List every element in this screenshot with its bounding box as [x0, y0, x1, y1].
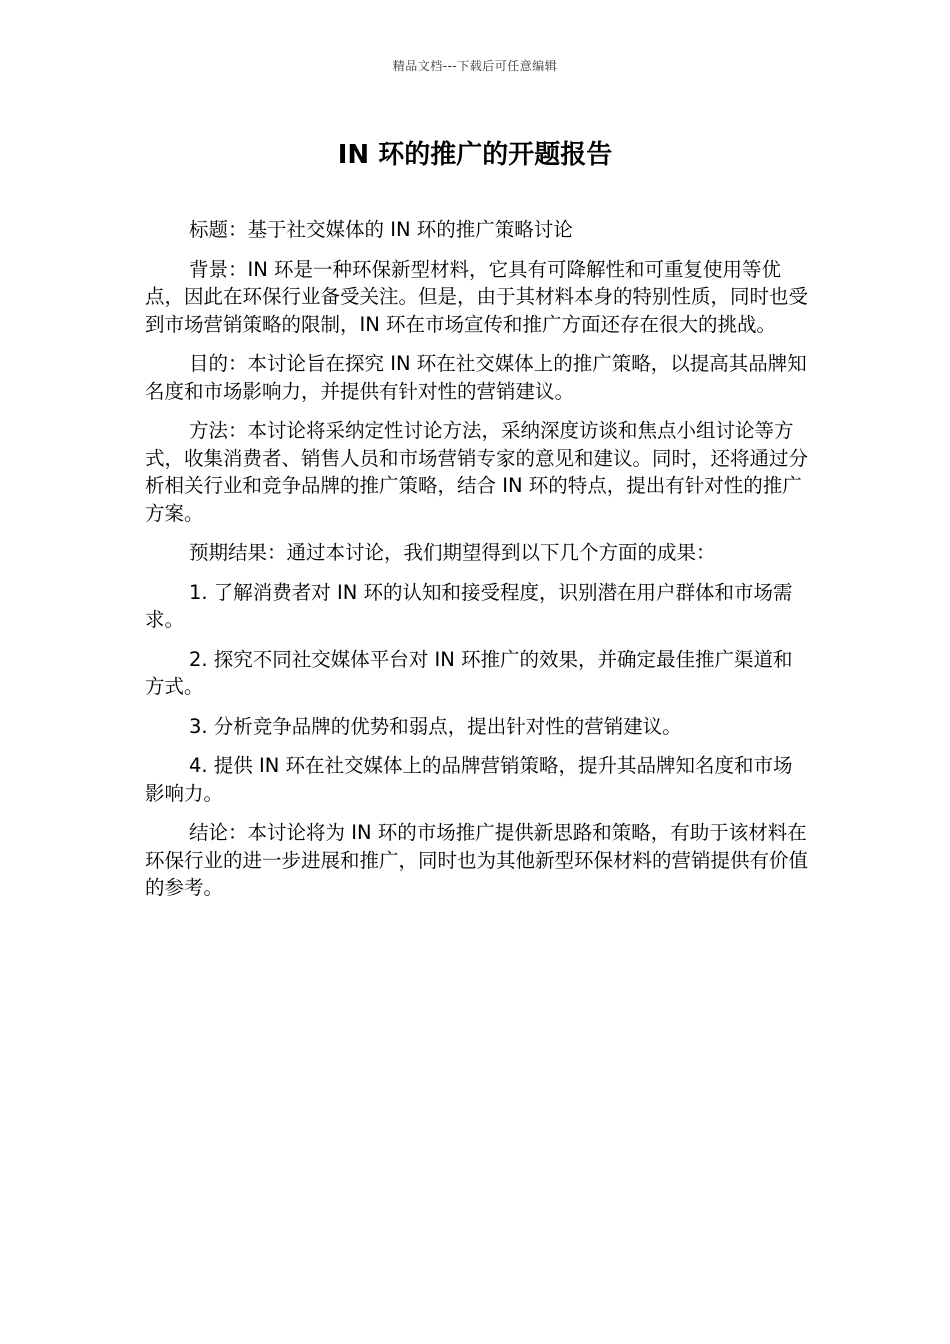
header-note: 精品文档---下载后可任意编辑 — [392, 59, 558, 73]
list-item-result-4: 4. 提供 IN 环在社交媒体上的品牌营销策略，提升其品牌知名度和市场影响力。 — [145, 754, 793, 805]
paragraph-purpose: 目的：本讨论旨在探究 IN 环在社交媒体上的推广策略，以提高其品牌知名度和市场影响力，并提供有针对性的营销建议。 — [145, 352, 807, 403]
paragraph-conclusion: 结论：本讨论将为 IN 环的市场推广提供新思路和策略，有助于该材料在环保行业的进一步进展和推广，同时也为其他新型环保材料的营销提供有价值的参考。 — [145, 821, 809, 899]
list-item-result-1: 1. 了解消费者对 IN 环的认知和接受程度，识别潜在用户群体和市场需求。 — [145, 580, 793, 631]
list-item-result-3: 3. 分析竞争品牌的优势和弱点，提出针对性的营销建议。 — [189, 714, 682, 738]
document-title: IN 环的推广的开题报告 — [337, 140, 613, 170]
paragraph-method: 方法：本讨论将采纳定性讨论方法，采纳深度访谈和焦点小组讨论等方式，收集消费者、销售人员和市场营销专家的意见和建议。同时，还将通过分析相关行业和竞争品牌的推广策略，结合 IN 环的特点，提出有针对性的推广方案。 — [145, 419, 809, 525]
document-body — [145, 216, 809, 914]
paragraph-expected-results: 预期结果：通过本讨论，我们期望得到以下几个方面的成果： — [189, 541, 716, 564]
paragraph-title-line: 标题：基于社交媒体的 IN 环的推广策略讨论 — [189, 218, 573, 241]
list-item-result-2: 2. 探究不同社交媒体平台对 IN 环推广的效果，并确定最佳推广渠道和方式。 — [145, 647, 793, 698]
paragraph-background: 背景：IN 环是一种环保新型材料，它具有可降解性和可重复使用等优点，因此在环保行业备受关注。但是，由于其材料本身的特别性质，同时也受到市场营销策略的限制，IN 环在市场宣传和推广方面还存在很大的挑战。 — [145, 257, 809, 336]
